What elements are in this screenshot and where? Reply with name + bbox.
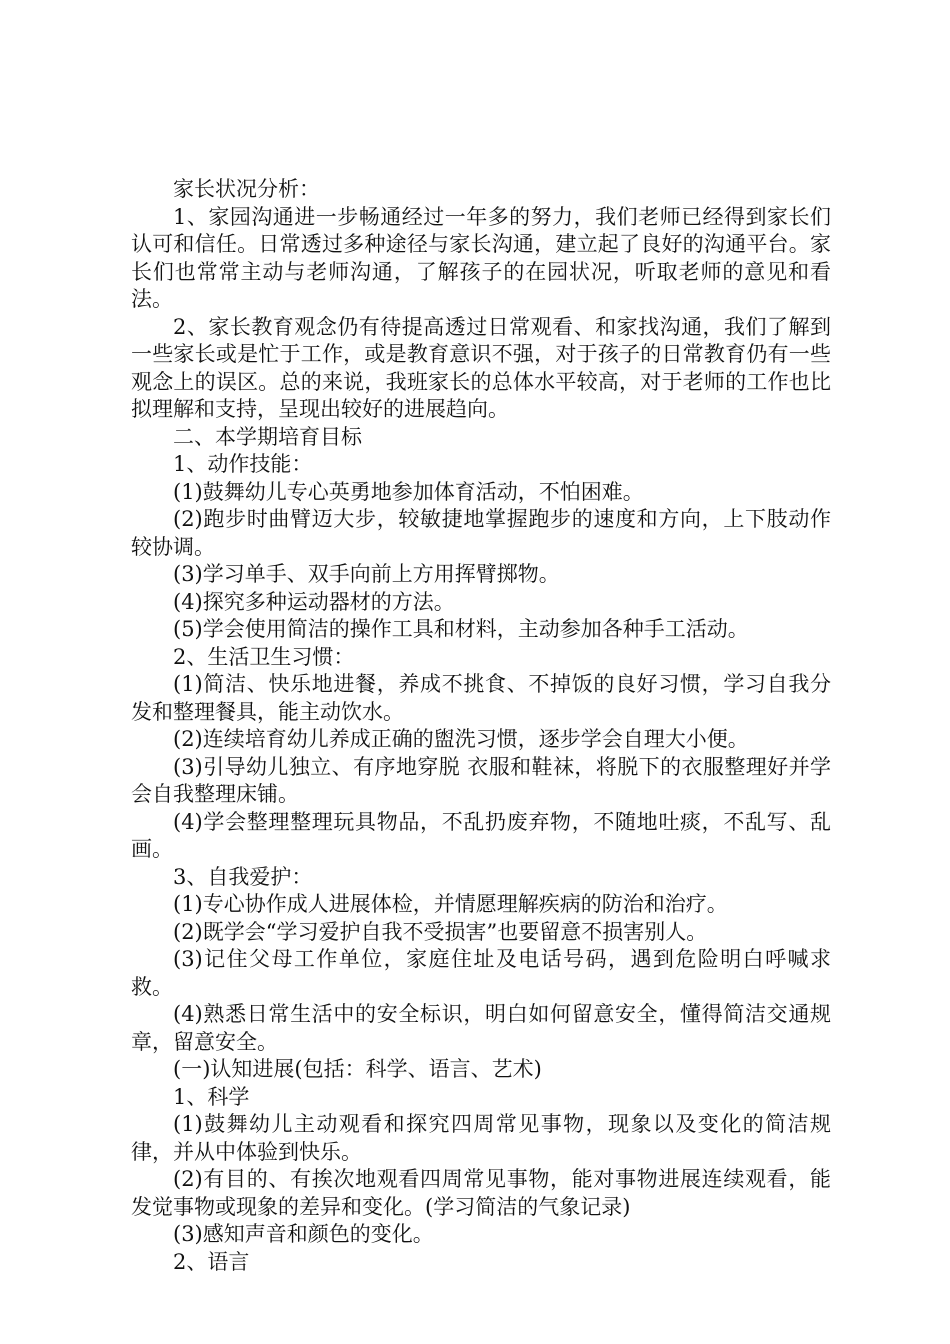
list-item: (5)学会使用简洁的操作工具和材料，主动参加各种手工活动。 xyxy=(173,617,749,641)
list-item: (4)学会整理整理玩具物品，不乱扔废弃物，不随地吐痰，不乱写、乱画。 xyxy=(131,809,831,861)
section-heading-goals: 二、本学期培育目标 xyxy=(173,424,362,449)
subheading-science: 1、科学 xyxy=(173,1084,250,1109)
subheading-cognitive-development: (一)认知进展(包括：科学、语言、艺术) xyxy=(173,1057,542,1081)
document-body xyxy=(131,176,831,1276)
list-item: (3)感知声音和颜色的变化。 xyxy=(173,1222,434,1246)
paragraph-education-concept: 2、家长教育观念仍有待提高透过日常观看、和家找沟通，我们了解到一些家长或是忙于工作，或是教育意识不强，对于孩子的日常教育仍有一些观念上的误区。总的来说，我班家长的总体水平较高，对于老师的工作也比拟理解和支持，呈现出较好的进展趋向。 xyxy=(131,314,831,421)
list-item: (1)鼓舞幼儿专心英勇地参加体育活动，不怕困难。 xyxy=(173,479,644,504)
list-item: (3)学习单手、双手向前上方用挥臂掷物。 xyxy=(173,562,560,586)
list-item: (4)熟悉日常生活中的安全标识，明白如何留意安全，懂得简洁交通规章，留意安全。 xyxy=(131,1002,831,1054)
list-item: (3)引导幼儿独立、有序地穿脱 衣服和鞋袜，将脱下的衣服整理好并学会自我整理床铺。 xyxy=(131,754,831,806)
subheading-language: 2、语言 xyxy=(173,1249,250,1274)
paragraph-communication: 1、家园沟通进一步畅通经过一年多的努力，我们老师已经得到家长们认可和信任。日常透过多种途径与家长沟通，建立起了良好的沟通平台。家长们也常常主动与老师沟通，了解孩子的在园状况，听取老师的意见和看法。 xyxy=(131,204,831,311)
list-item: (2)有目的、有挨次地观看四周常见事物，能对事物进展连续观看，能发觉事物或现象的差异和变化。(学习简洁的气象记录) xyxy=(131,1167,831,1219)
list-item: (4)探究多种运动器材的方法。 xyxy=(173,589,455,614)
subheading-motor-skills: 1、动作技能： xyxy=(173,452,313,476)
list-item: (1)简洁、快乐地进餐，养成不挑食、不掉饭的良好习惯，学习自我分发和整理餐具，能主动饮水。 xyxy=(131,672,831,724)
list-item: (2)连续培育幼儿养成正确的盥洗习惯，逐步学会自理大小便。 xyxy=(173,727,749,751)
list-item: (2)既学会“学习爱护自我不受损害”也要留意不损害别人。 xyxy=(173,919,708,944)
list-item: (1)专心协作成人进展体检，并情愿理解疾病的防治和治疗。 xyxy=(173,892,728,916)
subheading-self-protection: 3、自我爱护： xyxy=(173,864,313,889)
subheading-hygiene-habits: 2、生活卫生习惯： xyxy=(173,644,355,669)
list-item: (1)鼓舞幼儿主动观看和探究四周常见事物，现象以及变化的简洁规律，并从中体验到快乐。 xyxy=(131,1112,831,1164)
list-item: (3)记住父母工作单位，家庭住址及电话号码，遇到危险明白呼喊求救。 xyxy=(131,947,831,999)
paragraph-parent-analysis-heading: 家长状况分析： xyxy=(173,177,320,201)
list-item: (2)跑步时曲臂迈大步，较敏捷地掌握跑步的速度和方向，上下肢动作较协调。 xyxy=(131,507,831,559)
